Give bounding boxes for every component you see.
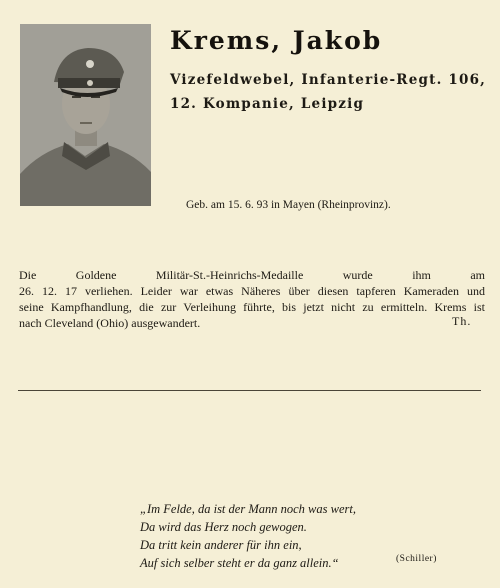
body-line: seine Kampfhandlung, die zur Verleihung führte, bis jetzt nicht zu ermitteln. Krems ist: [19, 300, 485, 314]
portrait-photo: [20, 24, 151, 206]
horizontal-divider: [18, 390, 481, 391]
rank-line-2: 12. Kompanie, Leipzig: [170, 96, 365, 112]
biography-text: [19, 267, 485, 331]
poem-line: „Im Felde, da ist der Mann noch was wert,: [140, 502, 356, 516]
soldier-portrait-image: [20, 24, 151, 206]
rank-line-1: Vizefeldwebel, Infanterie-Regt. 106,: [170, 72, 487, 88]
author-initials: Th.: [452, 314, 472, 328]
birth-info: Geb. am 15. 6. 93 in Mayen (Rheinprovinz).: [186, 199, 391, 211]
body-line: 26. 12. 17 verliehen. Leider war etwas Näheres über diesen tapferen Kameraden und: [19, 284, 485, 298]
rank-and-unit: [170, 68, 490, 116]
body-line: nach Cleveland (Ohio) ausgewandert.: [19, 316, 201, 330]
poem-line: Da tritt kein anderer für ihn ein,: [140, 538, 302, 552]
poem-author: (Schiller): [396, 554, 437, 564]
poem-quote: [140, 500, 356, 572]
poem-line: Da wird das Herz noch gewogen.: [140, 520, 307, 534]
poem-line: Auf sich selber steht er da ganz allein.“: [140, 556, 339, 570]
body-line: Die Goldene Militär-St.-Heinrichs-Medaille wurde ihm am: [19, 268, 485, 282]
person-name: Krems, Jakob: [170, 26, 383, 55]
